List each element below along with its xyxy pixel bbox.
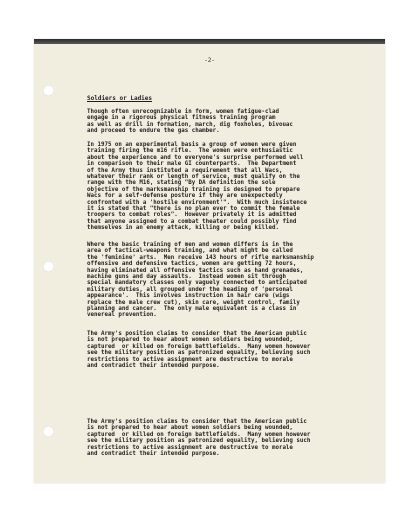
- punch-hole-middle: [43, 261, 54, 272]
- page-top-edge: [34, 39, 385, 44]
- section-heading: Soldiers or Ladies: [87, 95, 153, 102]
- paragraph-3: Where the basic training of men and women differs is in the area of tactical-weapons training, and what might be called the 'feminine' arts. Men receive 143 hours of rifle marksmanship offensive and defensive tactics, women are getting 72 hours, having eliminated all offensive tactics such as hand grenades, machine guns and day assaults. Instead women sit through special mandatory classes only vaguely connected to anticipated military duties, all grouped under the heading of 'personal appearance'. This involves instruction in hair care (wigs replace the male crew cut), skin care, weight control, family planning and cancer. The only male equivalent is a class in venereal prevention.: [87, 242, 314, 319]
- punch-hole-bottom: [43, 426, 54, 437]
- punch-hole-top: [43, 85, 54, 96]
- paragraph-4: The Army's position claims to consider that the American public is not prepared to hear about women soldiers being wounded, captured or killed on foreign battlefields. Many women however see the military position as patronized equality, believing such restrictions to active assignment are destructive to morale and contradict their intended purpose.: [87, 331, 311, 370]
- document-page: [34, 39, 385, 483]
- paragraph-2: In 1975 on an experimental basis a group of women were given training firing the m16 rifle. The women were enthusiastic about the experience and to everyone's surprise performed well in comparison to their male GI counterparts. The Department of the Army thus instituted a requirement that all Wacs, whatever their rank or length of service, must qualify on the range with the M16, stating "By DA definition the sole objective of the marksmanship training is designed to prepare Wacs for a self-defense posture if they are unexpectedly confronted with a 'hostile environment'". With much insistence it is stated that "there is no plan ever to commit the female troopers to combat roles". However privately it is admitted that anyone assigned to a combat theater could possibly find themselves in an enemy attack, killing or being killed.: [87, 142, 307, 232]
- paragraph-5: The Army's position claims to consider that the American public is not prepared to hear about women soldiers being wounded, captured or killed on foreign battlefields. Many women however see the military position as patronized equality, believing such restrictions to active assignment are destructive to morale and contradict their intended purpose.: [87, 419, 311, 458]
- page-number: -2-: [204, 57, 215, 64]
- paragraph-1: Though often unrecognizable in form, women fatigue-clad engage in a rigorous physical fitness training program as well as drill in formation, march, dig foxholes, bivouac and proceed to endure the gas chamber.: [87, 109, 293, 135]
